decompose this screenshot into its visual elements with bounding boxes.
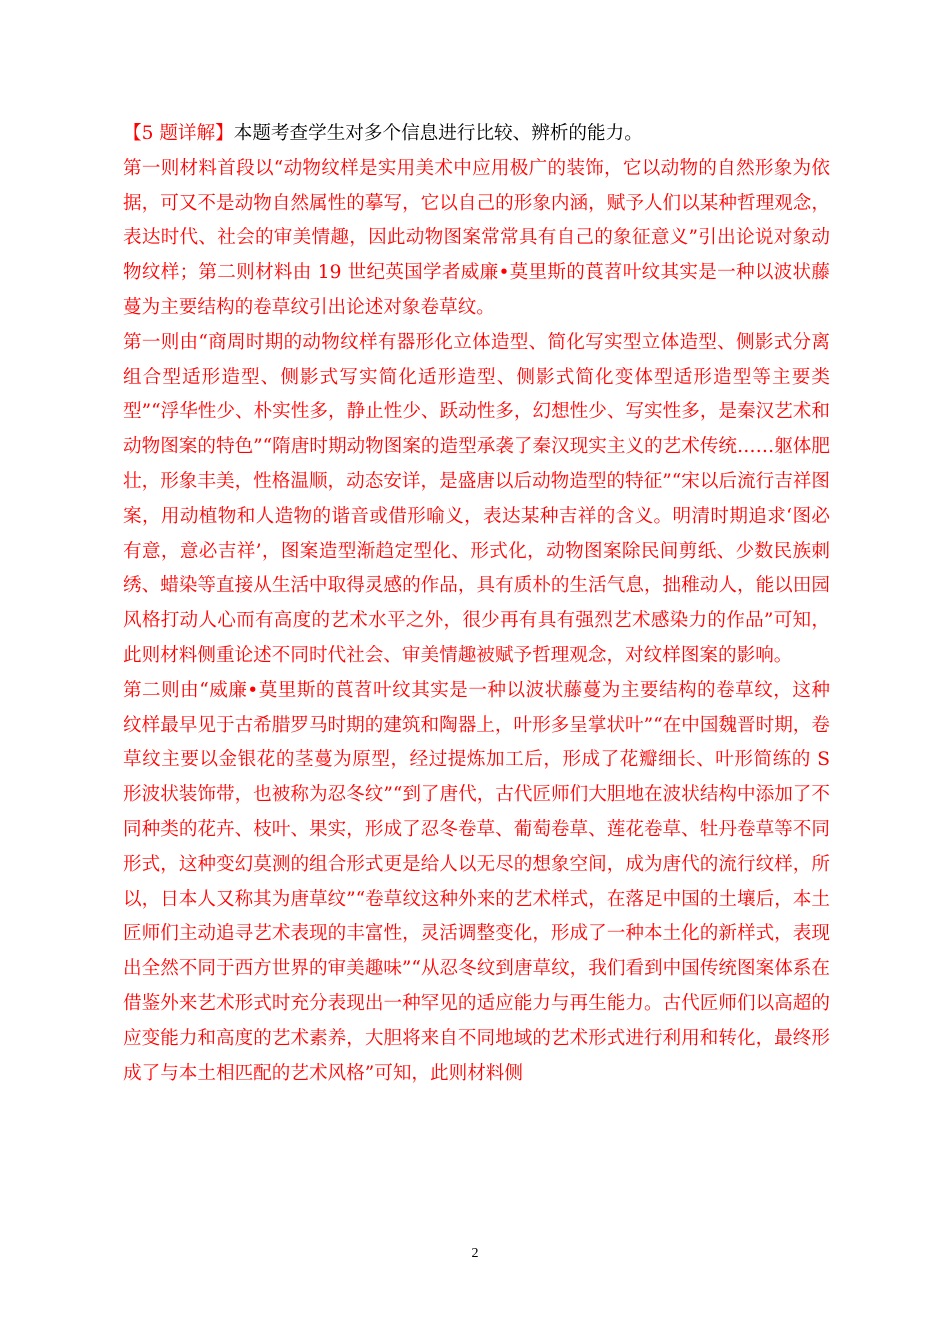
- question-label: 【5 题详解】: [123, 123, 234, 144]
- paragraph-intro: 第一则材料首段以“动物纹样是实用美术中应用极广的装饰，它以动物的自然形象为依据，可又不是动物自然属性的摹写，它以自己的形象内涵，赋予人们以某种哲理观念，表达时代、社会的审美情趣，因此动物图案常常具有自己的象征意义”引出论说对象动物纹样；第二则材料由 19 世纪英国学者威廉•莫里斯的莨苕叶纹其实是一种以波状藤蔓为主要结构的卷草纹引出论述对象卷草纹。: [123, 157, 830, 318]
- paragraph-material-one: 第一则由“商周时期的动物纹样有器形化立体造型、简化写实型立体造型、侧影式分离组合型适形造型、侧影式写实简化适形造型、侧影式简化变体型适形造型等主要类型”“浮华性少、朴实性多，静止性少、跃动性多，幻想性少、写实性多，是秦汉艺术和动物图案的特色”“隋唐时期动物图案的造型承袭了秦汉现实主义的艺术传统……躯体肥壮，形象丰美，性格温顺，动态安详，是盛唐以后动物造型的特征”“宋以后流行吉祥图案，用动植物和人造物的谐音或借形喻义，表达某种吉祥的含义。明清时期追求‘图必有意，意必吉祥’，图案造型渐趋定型化、形式化，动物图案除民间剪纸、少数民族刺绣、蜡染等直接从生活中取得灵感的作品，具有质朴的生活气息，拙稚动人，能以田园风格打动人心而有高度的艺术水平之外，很少再有具有强烈艺术感染力的作品”可知，此则材料侧重论述不同时代社会、审美情趣被赋予哲理观念，对纹样图案的影响。: [123, 331, 830, 666]
- answer-explanation: [123, 117, 830, 1091]
- question-summary: 本题考查学生对多个信息进行比较、辨析的能力。: [233, 123, 643, 144]
- page-number: 2: [471, 1246, 479, 1261]
- paragraph-material-two: 第二则由“威廉•莫里斯的莨苕叶纹其实是一种以波状藤蔓为主要结构的卷草纹，这种纹样最早见于古希腊罗马时期的建筑和陶器上，叶形多呈掌状叶”“在中国魏晋时期，卷草纹主要以金银花的茎蔓为原型，经过提炼加工后，形成了花瓣细长、叶形简练的 S 形波状装饰带，也被称为忍冬纹”“到了唐代，古代匠师们大胆地在波状结构中添加了不同种类的花卉、枝叶、果实，形成了忍冬卷草、葡萄卷草、莲花卷草、牡丹卷草等不同形式，这种变幻莫测的组合形式更是给人以无尽的想象空间，成为唐代的流行纹样，所以，日本人又称其为唐草纹”“卷草纹这种外来的艺术样式，在落足中国的土壤后，本土匠师们主动追寻艺术表现的丰富性，灵活调整变化，形成了一种本土化的新样式，表现出全然不同于西方世界的审美趣味”“从忍冬纹到唐草纹，我们看到中国传统图案体系在借鉴外来艺术形式时充分表现出一种罕见的适应能力与再生能力。古代匠师们以高超的应变能力和高度的艺术素养，大胆将来自不同地域的艺术形式进行利用和转化，最终形成了与本土相匹配的艺术风格”可知，此则材料侧: [123, 679, 830, 1084]
- question-heading: [123, 117, 830, 152]
